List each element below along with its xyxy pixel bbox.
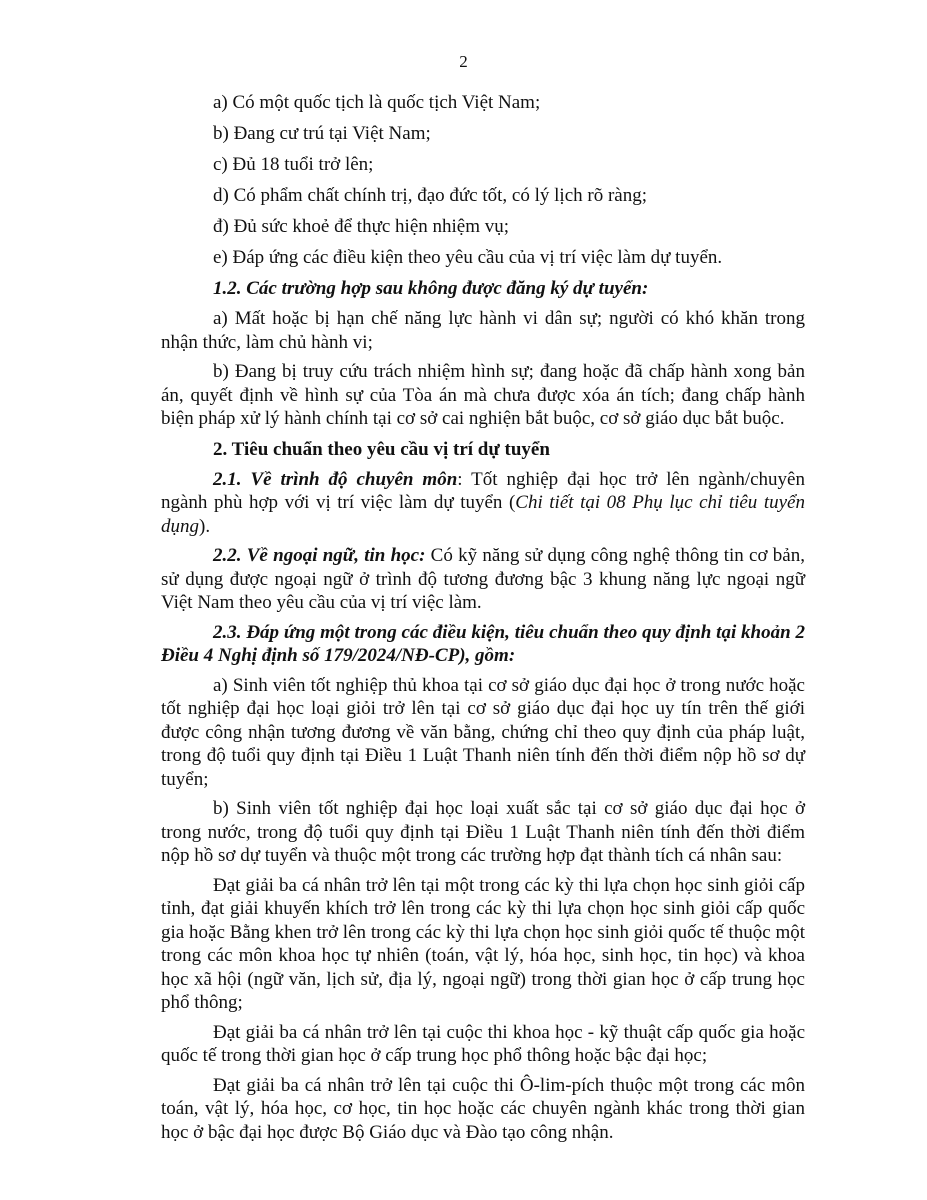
section-2-1-text: : Tốt nghiệp đại học trở lên ngành/chuyên ngành phù hợp với vị trí việc làm dự tuyển (	[161, 468, 805, 513]
section-1-2-heading: 1.2. Các trường hợp sau không được đăng ký dự tuyển:	[213, 278, 649, 299]
condition-a: a) Có một quốc tịch là quốc tịch Việt Nam;	[213, 92, 541, 113]
section-2-3-a: a) Sinh viên tốt nghiệp thủ khoa tại cơ sở giáo dục đại học ở trong nước hoặc tốt nghiệp đại học loại giỏi trở lên tại cơ sở giáo dục đại học uy tín trên thế giới được công nhận tương đương về văn bằng, chứng chỉ theo quy định của pháp luật, trong độ tuổi quy định tại Điều 1 Luật Thanh niên tính đến thời điểm nộp hồ sơ dự tuyển;	[161, 674, 805, 790]
condition-d: d) Có phẩm chất chính trị, đạo đức tốt, có lý lịch rõ ràng;	[213, 185, 647, 206]
exclusion-a: a) Mất hoặc bị hạn chế năng lực hành vi dân sự; người có khó khăn trong nhận thức, làm chủ hành vi;	[161, 308, 805, 353]
section-2-1-end: ).	[199, 515, 211, 537]
section-2-3-heading: 2.3. Đáp ứng một trong các điều kiện, tiêu chuẩn theo quy định tại khoản 2 Điều 4 Nghị định số 179/2024/NĐ-CP), gồm:	[161, 621, 805, 666]
section-2-2-text: Có kỹ năng sử dụng công nghệ thông tin cơ bản, sử dụng được ngoại ngữ ở trình độ tương đương bậc 3 khung năng lực ngoại ngữ Việt Nam theo yêu cầu của vị trí việc làm.	[161, 545, 805, 613]
achievement-3: Đạt giải ba cá nhân trở lên tại cuộc thi Ô-lim-pích thuộc một trong các môn toán, vật lý, hóa học, cơ học, tin học hoặc các chuyên ngành khác trong thời gian học ở bậc đại học được Bộ Giáo dục và Đào tạo công nhận.	[161, 1074, 805, 1143]
section-2-2-label: 2.2. Về ngoại ngữ, tin học:	[213, 545, 426, 566]
section-2-1	[161, 468, 805, 539]
section-2-3-b: b) Sinh viên tốt nghiệp đại học loại xuất sắc tại cơ sở giáo dục đại học ở trong nước, trong độ tuổi quy định tại Điều 1 Luật Thanh niên tính đến thời điểm nộp hồ sơ dự tuyển và thuộc một trong các trường hợp đạt thành tích cá nhân sau:	[161, 798, 805, 866]
section-2-2	[161, 544, 805, 615]
achievement-1: Đạt giải ba cá nhân trở lên tại một trong các kỳ thi lựa chọn học sinh giỏi cấp tỉnh, đạt giải khuyến khích trở lên trong các kỳ thi lựa chọn học sinh giỏi cấp quốc gia hoặc Bằng khen trở lên trong các kỳ thi lựa chọn học sinh giỏi quốc tế thuộc một trong các môn khoa học tự nhiên (toán, vật lý, hóa học, sinh học, tin học) và khoa học xã hội (ngữ văn, lịch sử, địa lý, ngoại ngữ) trong thời gian học ở cấp trung học phổ thông;	[161, 874, 805, 1013]
page-number: 2	[459, 52, 468, 71]
document-body	[161, 90, 805, 1150]
section-2-1-italic-note: Chi tiết tại 08 Phụ lục chỉ tiêu tuyển dụng	[161, 492, 805, 537]
exclusion-b: b) Đang bị truy cứu trách nhiệm hình sự; đang hoặc đã chấp hành xong bản án, quyết định về hình sự của Tòa án mà chưa được xóa án tích; đang chấp hành biện pháp xử lý hành chính tại cơ sở cai nghiện bắt buộc, cơ sở giáo dục bắt buộc.	[161, 361, 805, 429]
section-2-1-label: 2.1. Về trình độ chuyên môn	[213, 468, 458, 490]
condition-dd: đ) Đủ sức khoẻ để thực hiện nhiệm vụ;	[213, 216, 510, 237]
condition-b: b) Đang cư trú tại Việt Nam;	[213, 123, 431, 144]
condition-e: e) Đáp ứng các điều kiện theo yêu cầu của vị trí việc làm dự tuyển.	[213, 247, 723, 268]
section-2-heading: 2. Tiêu chuẩn theo yêu cầu vị trí dự tuyển	[213, 438, 550, 460]
achievement-2: Đạt giải ba cá nhân trở lên tại cuộc thi khoa học - kỹ thuật cấp quốc gia hoặc quốc tế trong thời gian học ở cấp trung học phổ thông hoặc bậc đại học;	[161, 1021, 805, 1066]
condition-c: c) Đủ 18 tuổi trở lên;	[213, 154, 374, 175]
